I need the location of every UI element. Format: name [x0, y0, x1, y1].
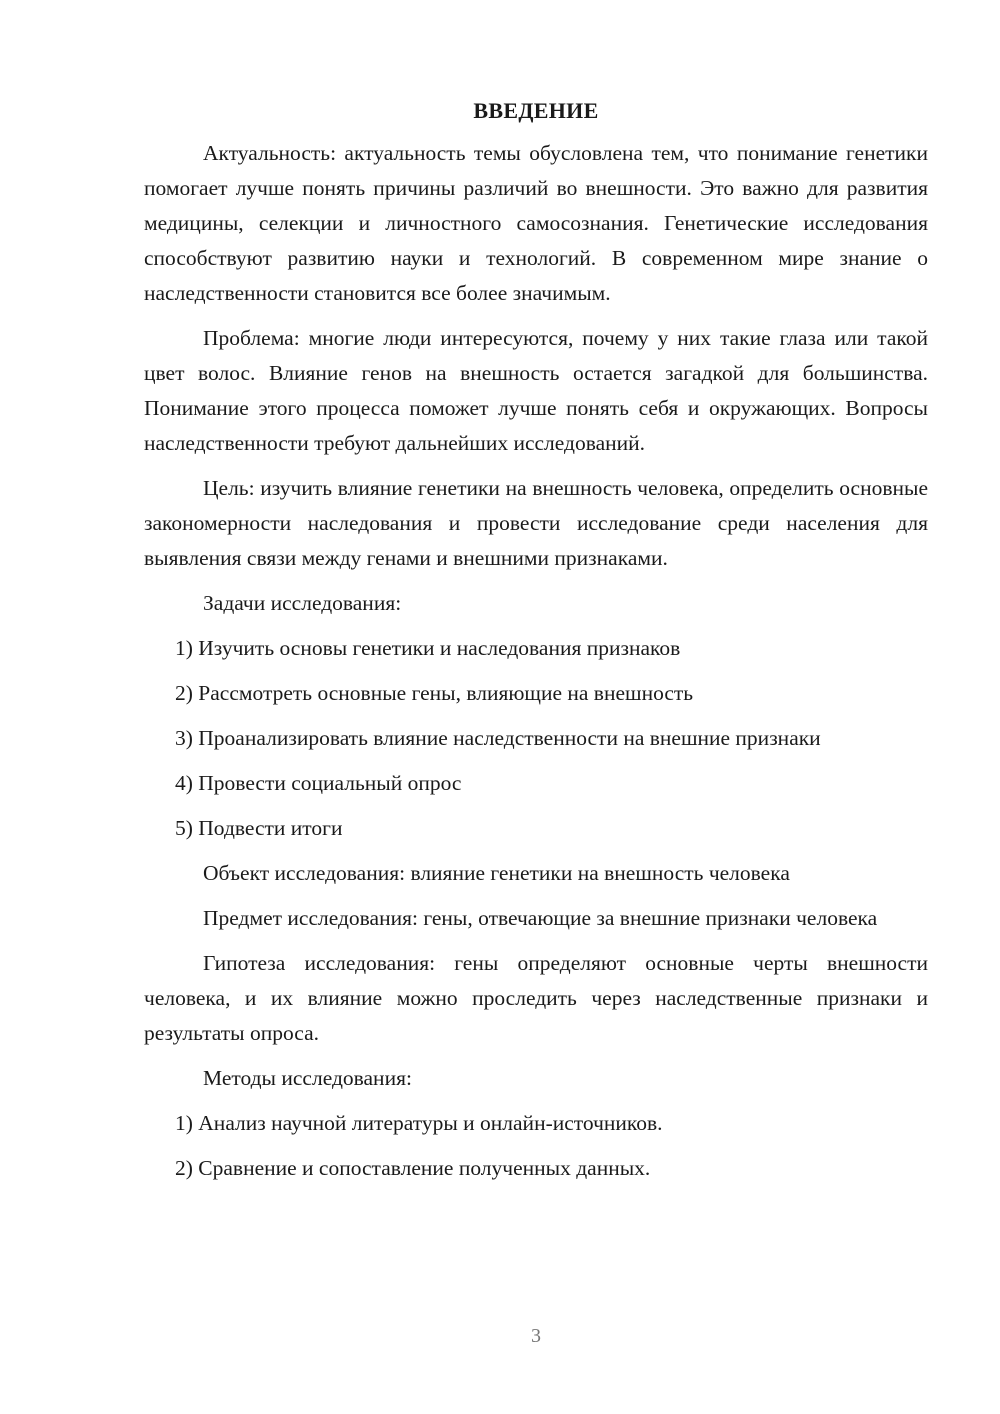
page-content [144, 94, 928, 1196]
task-item-2: 2) Рассмотреть основные гены, влияющие на внешность [175, 681, 694, 705]
tasks-heading: Задачи исследования: [203, 591, 402, 615]
relevance-paragraph: Актуальность: актуальность темы обусловлена тем, что понимание генетики помогает лучше понять причины различий во внешности. Это важно для развития медицины, селекции и личностного самосознания. Генетические исследования способствуют развитию науки и технологий. В современном мире знание о наследственности становится все более значимым. [144, 141, 928, 305]
method-item-2: 2) Сравнение и сопоставление полученных данных. [175, 1156, 651, 1180]
task-item-3: 3) Проанализировать влияние наследственности на внешние признаки [175, 726, 821, 750]
page-title: ВВЕДЕНИЕ [473, 98, 599, 123]
methods-heading: Методы исследования: [203, 1066, 412, 1090]
page-number: 3 [531, 1325, 541, 1347]
object-line: Объект исследования: влияние генетики на внешность человека [203, 861, 790, 885]
hypothesis-paragraph: Гипотеза исследования: гены определяют основные черты внешности человека, и их влияние можно проследить через наследственные признаки и результаты опроса. [144, 951, 928, 1045]
subject-paragraph: Предмет исследования: гены, отвечающие за внешние признаки человека [203, 906, 878, 930]
problem-paragraph: Проблема: многие люди интересуются, почему у них такие глаза или такой цвет волос. Влияние генов на внешность остается загадкой для большинства. Понимание этого процесса поможет лучше понять себя и окружающих. Вопросы наследственности требуют дальнейших исследований. [144, 326, 928, 455]
goal-paragraph: Цель: изучить влияние генетики на внешность человека, определить основные закономерности наследования и провести исследование среди населения для выявления связи между генами и внешними признаками. [144, 476, 928, 570]
task-item-4: 4) Провести социальный опрос [175, 771, 462, 795]
task-item-1: 1) Изучить основы генетики и наследования признаков [175, 636, 681, 660]
method-item-1: 1) Анализ научной литературы и онлайн-источников. [175, 1111, 663, 1135]
task-item-5: 5) Подвести итоги [175, 816, 343, 840]
